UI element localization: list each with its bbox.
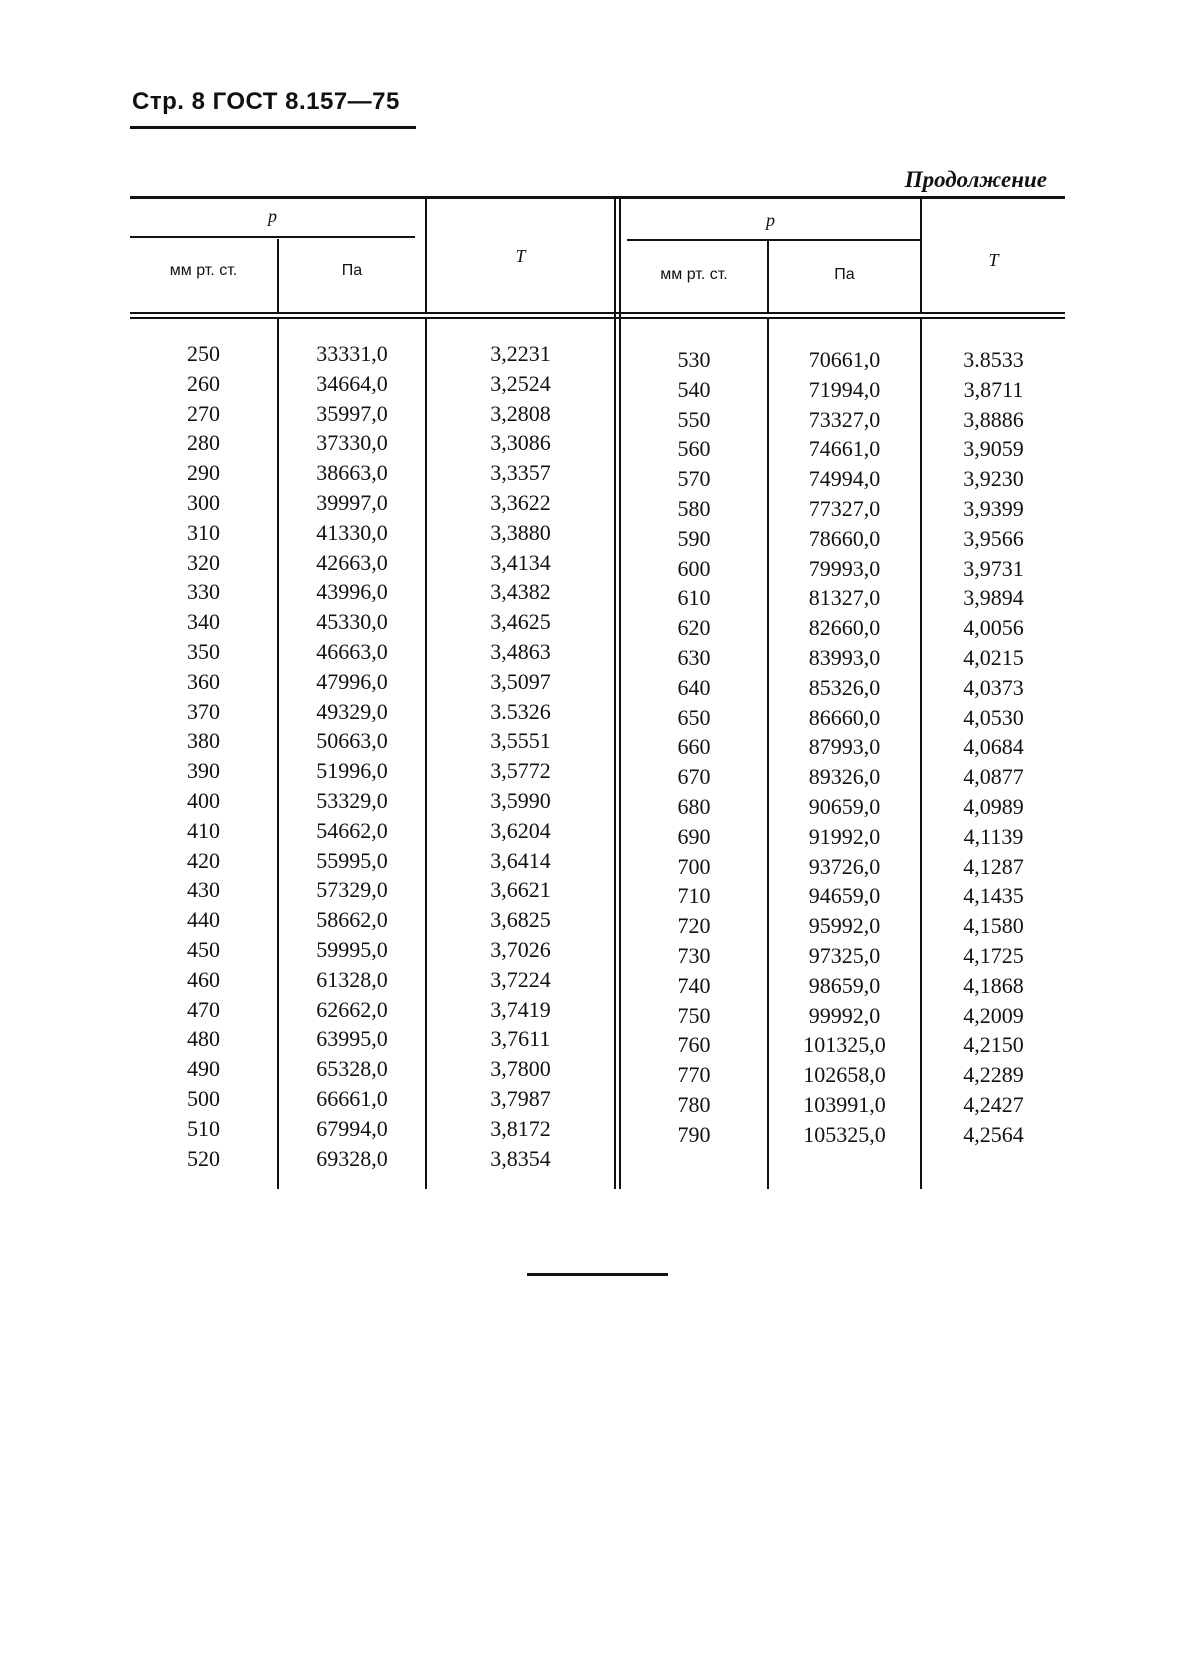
right-mm-value: 580 — [677, 495, 711, 521]
left-pa-value: 47996,0 — [316, 668, 388, 694]
right-t-value: 4,2150 — [963, 1032, 1024, 1058]
right-mm-value: 590 — [677, 525, 711, 551]
footer-rule — [527, 1273, 668, 1276]
left-pa-value: 61328,0 — [316, 966, 388, 992]
left-mm-value: 390 — [187, 758, 220, 784]
left-pa-value: 43996,0 — [316, 579, 388, 605]
left-mm-value: 260 — [187, 370, 220, 396]
right-t-header: T — [988, 250, 999, 270]
left-mm-value: 470 — [187, 996, 220, 1022]
right-t-value: 3,8886 — [963, 406, 1024, 432]
right-mm-value: 610 — [677, 585, 711, 611]
table-top-rule — [130, 196, 1065, 199]
right-t-value: 3.8533 — [963, 347, 1024, 372]
right-pa-value: 82660,0 — [808, 615, 881, 641]
header-bottom-rule-2 — [130, 317, 1065, 319]
right-t-value: 3,9566 — [963, 525, 1024, 551]
left-t-value: 3,7224 — [490, 966, 551, 992]
right-mm-value: 710 — [677, 883, 711, 909]
left-pa-value: 33331,0 — [316, 341, 388, 366]
right-mm-header: мм рт. ст. — [660, 266, 728, 283]
left-mm-value: 480 — [187, 1026, 220, 1052]
right-pa-value: 78660,0 — [808, 525, 881, 551]
left-pa-value: 49329,0 — [316, 698, 388, 724]
right-p-underline — [627, 239, 920, 241]
left-mm-value: 360 — [187, 668, 220, 694]
left-pa-value: 35997,0 — [316, 400, 388, 426]
left-t-value: 3,7611 — [490, 1026, 551, 1052]
right-pa-value: 79993,0 — [808, 555, 881, 581]
right-t-value: 4,2427 — [963, 1091, 1024, 1117]
right-pa-value: 81327,0 — [808, 585, 881, 611]
left-mm-value: 310 — [187, 519, 220, 545]
left-mm-value: 280 — [187, 430, 220, 456]
right-mm-value: 760 — [677, 1032, 711, 1058]
right-pa-value: 89326,0 — [808, 764, 881, 790]
right-pa-value: 98659,0 — [808, 972, 881, 998]
right-pa-value: 101325,0 — [803, 1032, 886, 1058]
right-mm-value: 750 — [677, 1002, 711, 1028]
right-mm-value: 660 — [677, 734, 711, 760]
right-t-value: 3,9230 — [963, 466, 1024, 492]
right-t-value: 4,1725 — [963, 942, 1024, 968]
left-t-value: 3,7987 — [490, 1085, 551, 1111]
left-mm-value: 490 — [187, 1056, 220, 1082]
right-pa-header: Па — [834, 266, 855, 283]
right-pa-value: 74661,0 — [808, 436, 881, 462]
left-t-value: 3,8172 — [490, 1115, 551, 1141]
right-t-value: 4,1287 — [963, 853, 1024, 879]
header-bottom-rule-1 — [130, 312, 1065, 314]
left-pa-value: 69328,0 — [316, 1145, 388, 1171]
right-t-value: 3,9731 — [963, 555, 1024, 581]
center-double-divider-a — [614, 199, 616, 1189]
right-mm-value: 570 — [677, 466, 711, 492]
left-t-value: 3,5990 — [490, 787, 551, 813]
left-t-value: 3.5326 — [490, 698, 551, 724]
right-mm-value: 560 — [677, 436, 711, 462]
left-mm-value: 450 — [187, 936, 220, 962]
right-t-value: 4,2289 — [963, 1062, 1024, 1088]
left-mm-value: 510 — [187, 1115, 220, 1141]
header-rule — [130, 126, 416, 129]
right-pa-value: 97325,0 — [808, 942, 881, 968]
left-mm-value: 400 — [187, 787, 220, 813]
right-t-value: 4,2009 — [963, 1002, 1024, 1028]
left-t-value: 3,7026 — [490, 936, 551, 962]
right-mm-value: 790 — [677, 1121, 711, 1147]
right-mm-value: 730 — [677, 942, 711, 968]
right-mm-value: 640 — [677, 674, 711, 700]
left-pa-value: 41330,0 — [316, 519, 388, 545]
right-mm-value: 620 — [677, 615, 711, 641]
left-pa-value: 63995,0 — [316, 1026, 388, 1052]
right-t-value: 4,0530 — [963, 704, 1024, 730]
left-t-value: 3,6621 — [490, 877, 551, 903]
left-p-header: p — [268, 206, 277, 226]
left-t-value: 3,3880 — [490, 519, 551, 545]
left-pa-value: 65328,0 — [316, 1056, 388, 1082]
left-mm-value: 290 — [187, 460, 220, 486]
right-t-value: 3,8711 — [963, 376, 1024, 402]
left-t-header: T — [515, 246, 526, 266]
right-pa-value: 103991,0 — [803, 1091, 886, 1117]
right-pa-value: 99992,0 — [808, 1002, 881, 1028]
right-t-value: 3,9894 — [963, 585, 1024, 611]
left-t-value: 3,5772 — [490, 758, 551, 784]
left-t-column — [427, 339, 614, 1173]
left-pa-value: 42663,0 — [316, 549, 388, 575]
left-pa-value: 59995,0 — [316, 936, 388, 962]
right-pa-value: 85326,0 — [808, 674, 881, 700]
left-mm-value: 460 — [187, 966, 220, 992]
right-mm-value: 630 — [677, 644, 711, 670]
right-t-value: 4,1868 — [963, 972, 1024, 998]
right-mm-value: 700 — [677, 853, 711, 879]
right-pa-value: 73327,0 — [808, 406, 881, 432]
left-t-value: 3,6204 — [490, 817, 551, 843]
right-pa-value: 86660,0 — [808, 704, 881, 730]
left-mm-value: 420 — [187, 847, 220, 873]
page-header: Стр. 8 ГОСТ 8.157—75 — [132, 88, 400, 115]
right-pa-value: 83993,0 — [808, 644, 881, 670]
right-mm-value: 740 — [677, 972, 711, 998]
left-t-value: 3,3086 — [490, 430, 551, 456]
right-pa-value: 94659,0 — [808, 883, 881, 909]
left-mm-value: 330 — [187, 579, 220, 605]
left-mm-value: 270 — [187, 400, 220, 426]
left-pa-value: 46663,0 — [316, 638, 388, 664]
left-mm-value: 350 — [187, 638, 220, 664]
left-t-value: 3,2808 — [490, 400, 551, 426]
left-t-value: 3,4625 — [490, 609, 551, 635]
left-t-value: 3,5551 — [490, 728, 551, 754]
left-pa-value: 57329,0 — [316, 877, 388, 903]
right-mm-value: 680 — [677, 793, 711, 819]
right-pa-value: 91992,0 — [808, 823, 881, 849]
left-pa-value: 38663,0 — [316, 460, 388, 486]
left-pa-value: 51996,0 — [316, 758, 388, 784]
right-t-value: 4,1139 — [963, 823, 1024, 849]
left-pa-value: 39997,0 — [316, 489, 388, 515]
right-t-value: 4,0877 — [963, 764, 1024, 790]
right-p-header: p — [766, 210, 775, 230]
left-t-value: 3,4863 — [490, 638, 551, 664]
right-t-value: 4,0215 — [963, 644, 1024, 670]
left-mm-header: мм рт. ст. — [169, 262, 238, 279]
right-mm-value: 650 — [677, 704, 711, 730]
right-t-value: 4,0684 — [963, 734, 1024, 760]
left-pa-header: Па — [341, 262, 363, 279]
left-pa-value: 66661,0 — [316, 1085, 388, 1111]
right-pa-value: 71994,0 — [808, 376, 881, 402]
right-mm-column — [621, 345, 767, 1150]
left-t-value: 3,4382 — [490, 579, 551, 605]
left-pa-value: 53329,0 — [316, 787, 388, 813]
left-mm-value: 500 — [187, 1085, 220, 1111]
continuation-label: Продолжение — [904, 167, 1047, 192]
left-p-underline — [130, 236, 415, 238]
left-t-value: 3,3622 — [490, 489, 551, 515]
left-t-value: 3,7800 — [490, 1056, 551, 1082]
right-t-value: 4,0056 — [963, 615, 1024, 641]
left-mm-value: 440 — [187, 907, 220, 933]
left-t-value: 3,4134 — [490, 549, 551, 575]
left-t-value: 3,5097 — [490, 668, 551, 694]
left-t-value: 3,6414 — [490, 847, 551, 873]
left-mm-value: 340 — [187, 609, 220, 635]
right-pa-value: 87993,0 — [808, 734, 881, 760]
right-t-column — [922, 345, 1065, 1150]
left-pa-value: 55995,0 — [316, 847, 388, 873]
left-mm-column — [130, 339, 277, 1173]
right-pa-value: 93726,0 — [808, 853, 881, 879]
left-mm-value: 300 — [187, 489, 220, 515]
right-pa-column — [769, 345, 920, 1150]
right-t-value: 4,0989 — [963, 793, 1024, 819]
right-mm-value: 690 — [677, 823, 711, 849]
left-pa-value: 37330,0 — [316, 430, 388, 456]
right-pa-value: 102658,0 — [803, 1062, 886, 1088]
left-mm-value: 430 — [187, 877, 220, 903]
left-pa-value: 67994,0 — [316, 1115, 388, 1141]
left-t-value: 3,7419 — [490, 996, 551, 1022]
right-mm-value: 780 — [677, 1091, 711, 1117]
left-pa-value: 45330,0 — [316, 609, 388, 635]
right-t-value: 4,2564 — [963, 1121, 1024, 1147]
left-t-value: 3,2524 — [490, 370, 551, 396]
data-table — [130, 196, 1065, 1196]
left-pa-value: 62662,0 — [316, 996, 388, 1022]
left-mm-value: 520 — [187, 1145, 220, 1171]
left-t-value: 3,8354 — [490, 1145, 551, 1171]
right-pa-value: 105325,0 — [803, 1121, 886, 1147]
left-pa-value: 34664,0 — [316, 370, 388, 396]
left-pa-value: 50663,0 — [316, 728, 388, 754]
left-mm-value: 370 — [187, 698, 220, 724]
right-t-value: 4,0373 — [963, 674, 1024, 700]
right-pa-value: 70661,0 — [808, 347, 881, 372]
right-mm-value: 540 — [677, 376, 711, 402]
right-pa-value: 74994,0 — [808, 466, 881, 492]
left-t-value: 3,6825 — [490, 907, 551, 933]
right-pa-value: 77327,0 — [808, 495, 881, 521]
left-t-value: 3,3357 — [490, 460, 551, 486]
right-pa-value: 95992,0 — [808, 913, 881, 939]
right-mm-value: 770 — [677, 1062, 711, 1088]
right-t-value: 3,9399 — [963, 495, 1024, 521]
right-pa-value: 90659,0 — [808, 793, 881, 819]
right-mm-value: 670 — [677, 764, 711, 790]
left-mm-value: 320 — [187, 549, 220, 575]
left-mm-value: 380 — [187, 728, 220, 754]
left-mm-value: 250 — [187, 341, 220, 366]
right-t-value: 3,9059 — [963, 436, 1024, 462]
left-pa-value: 58662,0 — [316, 907, 388, 933]
right-mm-value: 600 — [677, 555, 711, 581]
left-pa-value: 54662,0 — [316, 817, 388, 843]
right-t-value: 4,1435 — [963, 883, 1024, 909]
left-mm-value: 410 — [187, 817, 220, 843]
right-mm-value: 550 — [677, 406, 711, 432]
right-mm-value: 530 — [677, 347, 711, 372]
left-t-value: 3,2231 — [490, 341, 551, 366]
left-pa-column — [279, 339, 425, 1173]
right-t-value: 4,1580 — [963, 913, 1024, 939]
right-mm-value: 720 — [677, 913, 711, 939]
